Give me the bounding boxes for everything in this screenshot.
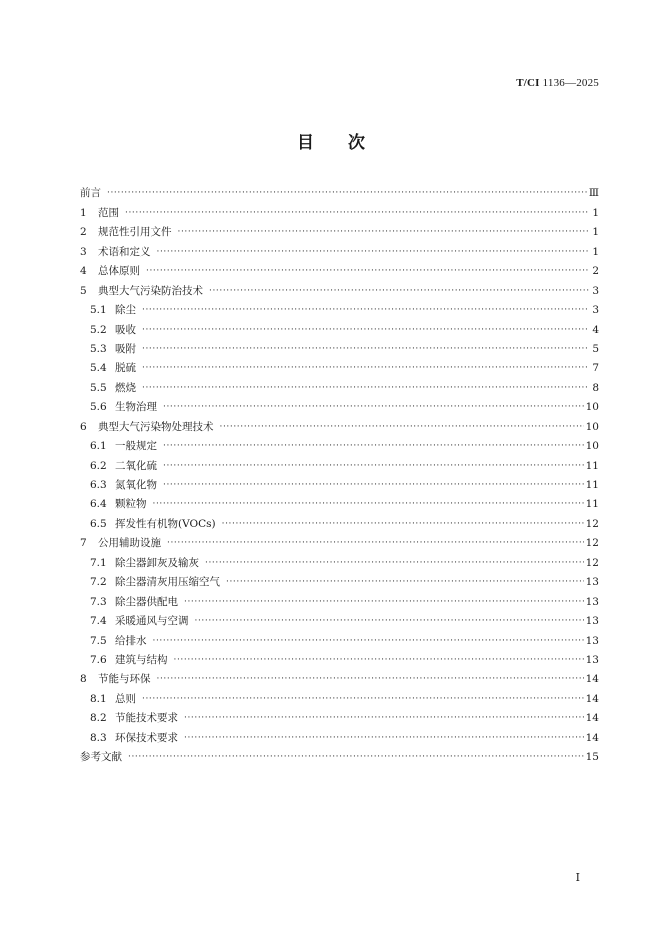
toc-entry-number: 7.3: [90, 595, 107, 608]
toc-entry-number: 7.4: [90, 615, 107, 628]
toc-leader-dots: [178, 223, 590, 242]
toc-entry[interactable]: [80, 709, 599, 728]
toc-entry-page: 14: [585, 673, 599, 686]
toc-entry-number: 8.1: [90, 692, 107, 705]
toc-entry-page: 13: [585, 615, 599, 628]
toc-entry[interactable]: [80, 748, 599, 767]
toc-leader-dots: [142, 301, 589, 320]
toc-leader-dots: [142, 340, 589, 359]
toc-entry-page: 11: [585, 479, 599, 491]
toc-entry-number: 4: [80, 265, 87, 278]
toc-entry-label: 范围: [98, 206, 119, 219]
toc-entry[interactable]: [80, 203, 599, 222]
toc-entry-page: 2: [592, 265, 599, 278]
toc-entry-page: 13: [585, 634, 599, 647]
toc-entry-page: 11: [585, 498, 599, 511]
toc-entry[interactable]: [80, 573, 599, 592]
toc-entry-page: 1: [592, 206, 599, 219]
toc-entry-number: 7.6: [90, 653, 107, 666]
toc-entry[interactable]: [80, 553, 599, 572]
toc-entry[interactable]: [80, 417, 599, 436]
toc-entry[interactable]: [80, 456, 599, 475]
toc-entry[interactable]: [80, 223, 599, 242]
document-code-prefix: T/CI: [516, 77, 540, 89]
toc-leader-dots: [157, 243, 590, 262]
toc-entry-label: 氮氧化物: [115, 479, 157, 491]
toc-entry-number: 7: [80, 537, 87, 550]
toc-entry-number: 6.4: [90, 498, 107, 511]
toc-entry[interactable]: [80, 631, 599, 650]
toc-leader-dots: [142, 379, 589, 398]
toc-entry-number: 7.5: [90, 634, 107, 647]
toc-entry-label: 术语和定义: [98, 245, 151, 258]
toc-entry[interactable]: [80, 378, 599, 397]
toc-entry-number: 6.2: [90, 459, 107, 472]
toc-entry-label: 除尘器清灰用压缩空气: [115, 576, 220, 589]
page-title: 目次: [297, 133, 399, 153]
document-code: [516, 77, 599, 89]
toc-entry-label: 吸附: [115, 342, 136, 355]
toc-entry[interactable]: [80, 359, 599, 378]
toc-entry-label: 公用辅助设施: [98, 537, 161, 550]
toc-entry-page: 13: [585, 576, 599, 589]
toc-entry-label: 典型大气污染防治技术: [98, 284, 203, 297]
toc-entry[interactable]: [80, 340, 599, 359]
toc-leader-dots: [184, 709, 584, 728]
toc-entry[interactable]: [80, 592, 599, 611]
toc-leader-dots: [163, 398, 584, 417]
toc-entry[interactable]: [80, 184, 599, 203]
toc-entry[interactable]: [80, 612, 599, 631]
toc-entry[interactable]: [80, 398, 599, 417]
toc-leader-dots: [125, 204, 589, 223]
toc-leader-dots: [209, 282, 589, 301]
toc-entry-label: 前言: [80, 187, 101, 200]
toc-entry-label: 环保技术要求: [115, 731, 178, 744]
toc-entry[interactable]: [80, 670, 599, 689]
toc-entry-label: 除尘器供配电: [115, 595, 178, 608]
toc-entry-label: 除尘: [115, 304, 136, 317]
toc-leader-dots: [226, 573, 584, 592]
toc-entry-number: 8: [80, 673, 87, 686]
toc-leader-dots: [163, 476, 584, 495]
toc-entry-page: 10: [585, 401, 599, 414]
toc-entry[interactable]: [80, 495, 599, 514]
toc-entry-label: 建筑与结构: [115, 653, 168, 666]
toc-entry[interactable]: [80, 534, 599, 553]
toc-entry-page: 7: [592, 362, 599, 375]
toc-entry-label: 总则: [115, 692, 136, 705]
toc-leader-dots: [142, 321, 589, 340]
toc-entry-page: 10: [585, 420, 599, 433]
toc-entry-page: 5: [592, 342, 599, 355]
toc-entry-label: 参考文献: [80, 751, 122, 764]
toc-entry-number: 8.3: [90, 731, 107, 744]
toc-entry-label: 节能与环保: [98, 673, 151, 686]
toc-entry-number: 7.2: [90, 576, 107, 589]
toc-entry-page: 10: [585, 440, 599, 453]
toc-entry-page: 13: [585, 653, 599, 666]
toc-entry-number: 6.5: [90, 517, 107, 530]
toc-entry-label: 颗粒物: [115, 498, 147, 511]
toc-entry[interactable]: [80, 651, 599, 670]
toc-entry-number: 5.2: [90, 323, 107, 336]
toc-entry-page: 3: [592, 284, 599, 297]
toc-entry-page: 13: [585, 595, 599, 608]
toc-leader-dots: [107, 184, 587, 203]
document-code-number: 1136—2025: [539, 77, 599, 89]
toc-entry-number: 5.4: [90, 362, 107, 375]
toc-entry[interactable]: [80, 476, 599, 495]
toc-entry[interactable]: [80, 320, 599, 339]
toc-entry-label: 除尘器卸灰及输灰: [115, 556, 199, 569]
toc-entry-number: 5.5: [90, 381, 107, 394]
toc-entry[interactable]: [80, 437, 599, 456]
toc-entry-number: 8.2: [90, 712, 107, 725]
toc-entry[interactable]: [80, 728, 599, 747]
toc-leader-dots: [184, 593, 584, 612]
toc-entry-label: 一般规定: [115, 440, 157, 453]
footer-page-number: I: [575, 871, 580, 884]
toc-entry-page: 1: [592, 226, 599, 239]
toc-entry-page: 12: [585, 517, 599, 530]
toc-leader-dots: [128, 748, 584, 767]
toc-leader-dots: [146, 262, 589, 281]
toc-entry-label: 总体原则: [98, 265, 140, 278]
toc-leader-dots: [153, 632, 584, 651]
toc-entry[interactable]: [80, 242, 599, 261]
toc-leader-dots: [184, 729, 584, 748]
toc-leader-dots: [174, 651, 584, 670]
toc-entry-number: 6: [80, 420, 87, 433]
toc-leader-dots: [163, 457, 584, 476]
toc-leader-dots: [220, 418, 584, 437]
toc-entry-page: 1: [592, 245, 599, 258]
table-of-contents: [80, 184, 599, 767]
toc-leader-dots: [142, 359, 589, 378]
toc-entry-label: 生物治理: [115, 401, 157, 414]
toc-entry-number: 3: [80, 245, 87, 258]
toc-entry-page: 15: [585, 751, 599, 764]
toc-leader-dots: [195, 612, 584, 631]
toc-entry-label: 二氧化硫: [115, 459, 157, 472]
toc-entry-page: 12: [585, 556, 599, 569]
toc-leader-dots: [157, 670, 584, 689]
toc-entry-page: 14: [585, 692, 599, 705]
toc-entry-number: 5.3: [90, 342, 107, 355]
toc-entry-number: 1: [80, 206, 87, 219]
toc-leader-dots: [205, 554, 584, 573]
toc-entry-number: 5.6: [90, 401, 107, 414]
toc-entry-page: 11: [585, 459, 599, 472]
toc-entry-label: 脱硫: [115, 362, 136, 375]
toc-entry-number: 6.3: [90, 479, 107, 491]
toc-entry[interactable]: [80, 689, 599, 708]
toc-leader-dots: [222, 515, 584, 534]
toc-entry-label: 挥发性有机物(VOCs): [115, 517, 216, 530]
toc-leader-dots: [153, 495, 584, 514]
toc-entry-label: 采暖通风与空调: [115, 615, 189, 628]
toc-leader-dots: [142, 690, 584, 709]
toc-entry[interactable]: [80, 262, 599, 281]
toc-entry[interactable]: [80, 514, 599, 533]
toc-entry-page: 4: [592, 323, 599, 336]
toc-entry-label: 规范性引用文件: [98, 226, 172, 239]
toc-entry-page: 12: [585, 537, 599, 550]
toc-leader-dots: [167, 534, 584, 553]
toc-entry-label: 典型大气污染物处理技术: [98, 420, 214, 433]
toc-entry-number: 2: [80, 226, 87, 239]
toc-entry[interactable]: [80, 301, 599, 320]
toc-entry-number: 6.1: [90, 440, 107, 453]
toc-entry-label: 吸收: [115, 323, 136, 336]
toc-entry-page: Ⅲ: [588, 187, 599, 200]
toc-entry-page: 8: [592, 381, 599, 394]
toc-entry-label: 给排水: [115, 634, 147, 647]
toc-entry-number: 5: [80, 284, 87, 297]
toc-entry[interactable]: [80, 281, 599, 300]
toc-entry-label: 节能技术要求: [115, 712, 178, 725]
toc-entry-page: 14: [585, 731, 599, 744]
toc-entry-number: 7.1: [90, 556, 107, 569]
toc-entry-number: 5.1: [90, 304, 107, 317]
toc-entry-page: 3: [592, 304, 599, 317]
toc-entry-page: 14: [585, 712, 599, 725]
toc-leader-dots: [163, 437, 584, 456]
toc-entry-label: 燃烧: [115, 381, 136, 394]
